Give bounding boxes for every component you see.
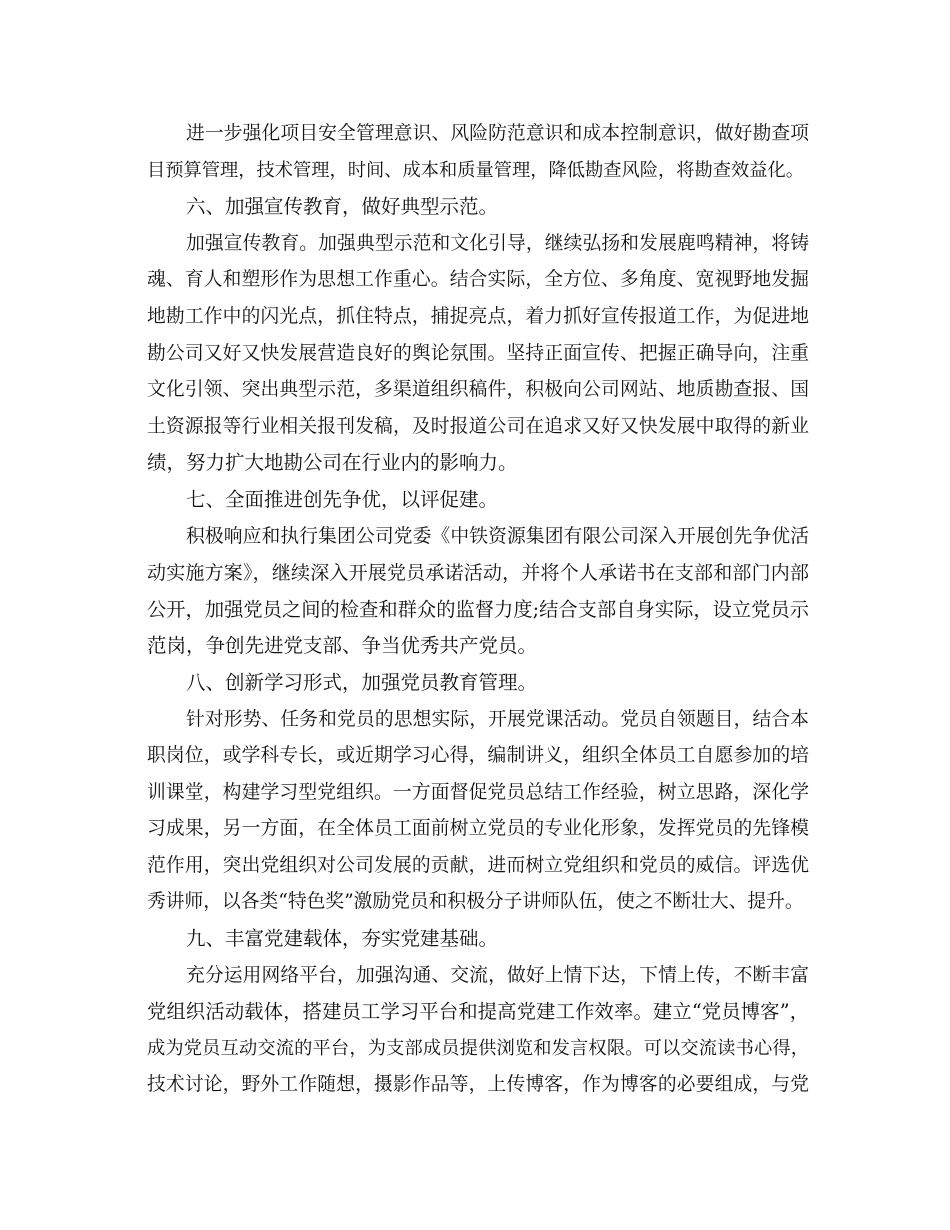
text-line: 七、全面推进创先争优，以评促建。	[186, 487, 499, 511]
text-line: 八、创新学习形式，加强党员教育管理。	[186, 670, 538, 694]
text-line: 范岗，争创先进党支部、争当优秀共产党员。	[147, 634, 538, 658]
text-line: 九、丰富党建载体，夯实党建基础。	[186, 927, 499, 951]
text-line: 动实施方案》，继续深入开展党员承诺活动，并将个人承诺书在支部和部门内部	[147, 562, 809, 585]
text-line: 进一步强化项目安全管理意识、风险防范意识和成本控制意识，做好勘查项	[186, 123, 809, 144]
text-line: 秀讲师，以各类“特色奖”激励党员和积极分子讲师队伍，使之不断壮大、提升。	[147, 891, 804, 913]
text-line: 绩，努力扩大地勘公司在行业内的影响力。	[147, 451, 518, 475]
text-line: 公开，加强党员之间的检查和群众的监督力度;结合支部自身实际，设立党员示	[147, 597, 809, 621]
text-line: 充分运用网络平台，加强沟通、交流，做好上情下达，下情上传，不断丰富	[186, 964, 809, 986]
text-line: 目预算管理，技术管理，时间、成本和质量管理，降低勘查风险，将勘查效益化。	[147, 159, 804, 181]
text-line: 魂、育人和塑形作为思想工作重心。结合实际，全方位、多角度、宽视野地发掘	[147, 269, 809, 291]
text-line: 文化引领、突出典型示范，多渠道组织稿件，积极向公司网站、地质勘查报、国	[147, 379, 809, 401]
text-line: 六、加强宣传教育，做好典型示范。	[186, 195, 499, 219]
text-line: 土资源报等行业相关报刊发稿，及时报道公司在追求又好又快发展中取得的新业	[147, 415, 809, 437]
text-line: 习成果，另一方面，在全体员工面前树立党员的专业化形象，发挥党员的先锋模	[147, 818, 809, 840]
text-line: 勘公司又好又快发展营造良好的舆论氛围。坚持正面宣传、把握正确导向，注重	[147, 342, 809, 364]
document-body	[147, 116, 809, 1104]
text-line: 技术讨论，野外工作随想，摄影作品等，上传博客，作为博客的必要组成，与党	[147, 1074, 809, 1096]
text-line: 范作用，突出党组织对公司发展的贡献，进而树立党组织和党员的威信。评选优	[147, 854, 809, 876]
text-line: 针对形势、任务和党员的思想实际，开展党课活动。党员自领题目，结合本	[186, 708, 809, 730]
text-line: 地勘工作中的闪光点，抓住特点，捕捉亮点，着力抓好宣传报道工作，为促进地	[147, 305, 809, 327]
text-line: 党组织活动载体，搭建员工学习平台和提高党建工作效率。建立“党员博客”，	[147, 1000, 809, 1024]
text-line: 积极响应和执行集团公司党委《中铁资源集团有限公司深入开展创先争优活	[186, 525, 809, 547]
text-line: 成为党员互动交流的平台，为支部成员提供浏览和发言权限。可以交流读书心得，	[147, 1037, 809, 1059]
text-line: 职岗位，或学科专长，或近期学习心得，编制讲义，组织全体员工自愿参加的培	[147, 745, 809, 767]
text-line: 加强宣传教育。加强典型示范和文化引导，继续弘扬和发展鹿鸣精神，将铸	[186, 232, 809, 254]
text-line: 训课堂，构建学习型党组织。一方面督促党员总结工作经验，树立思路，深化学	[147, 781, 809, 803]
